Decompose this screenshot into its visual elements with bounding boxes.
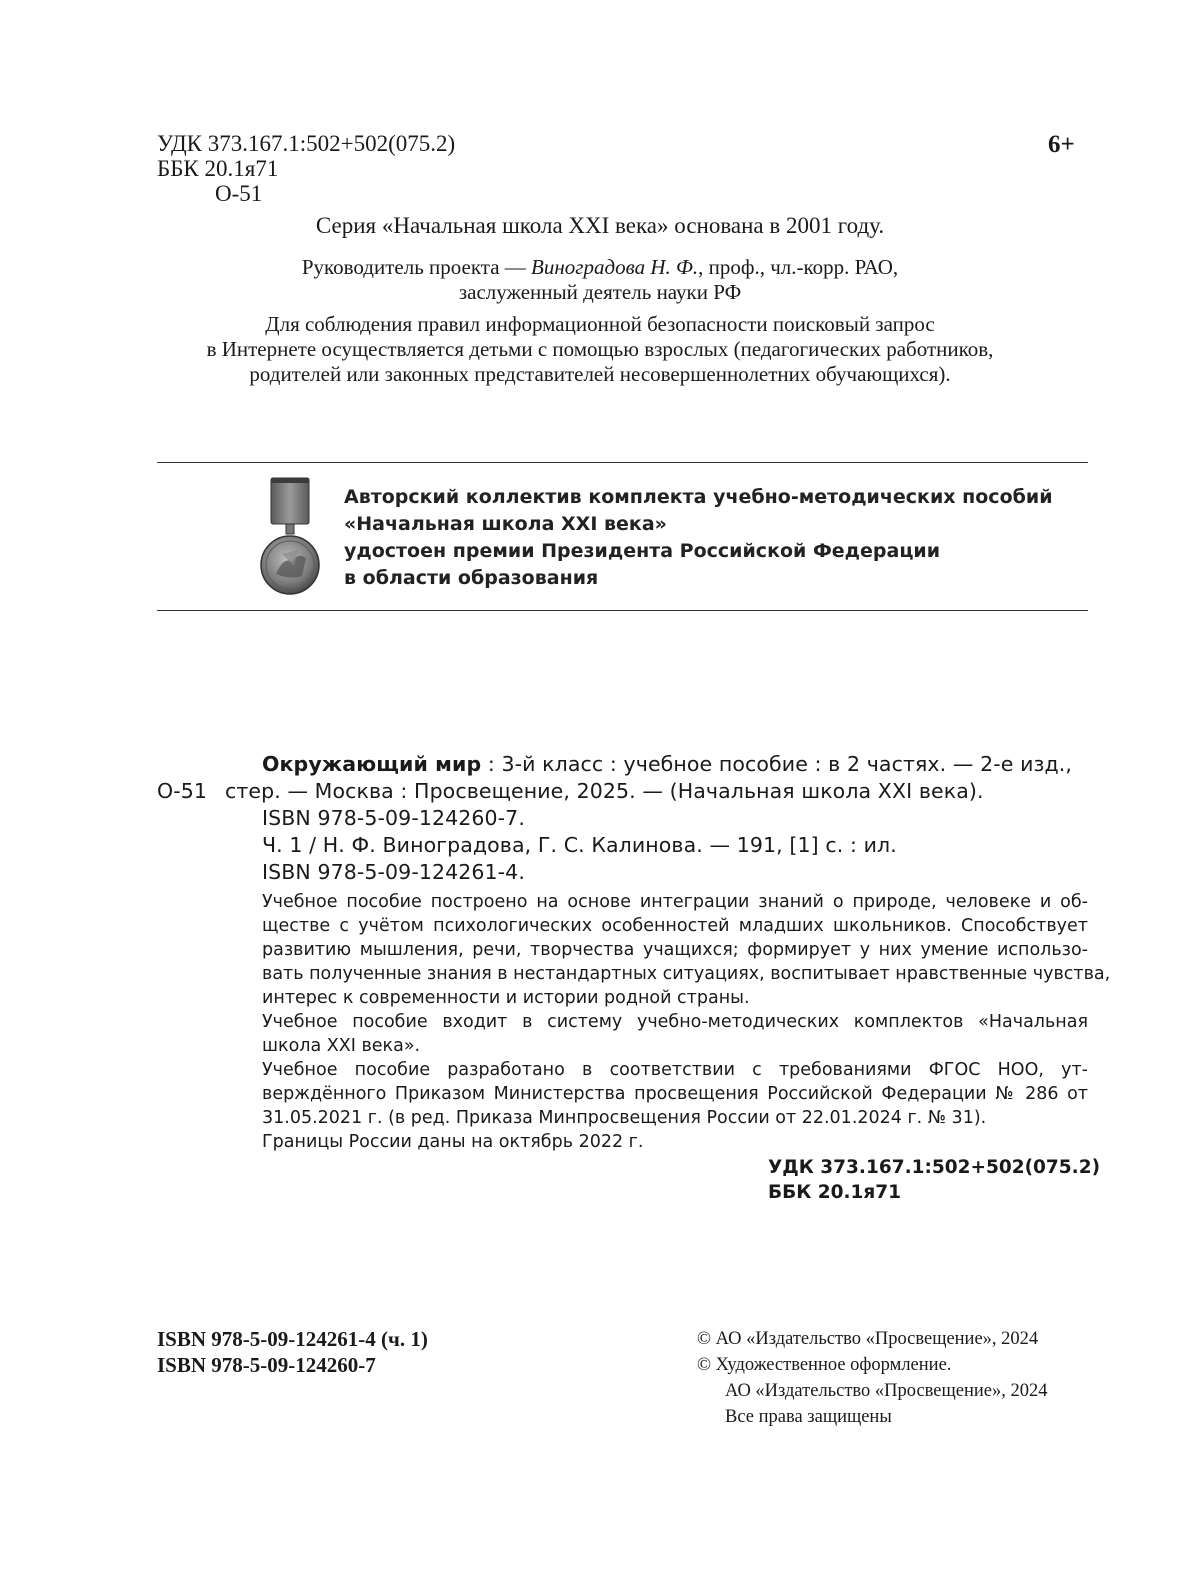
author-sign: О-51: [215, 181, 263, 206]
annotation-line: ществе с учётом психологических особенностей младших школьников. Способствует: [262, 916, 1088, 936]
annotation-line: вать полученные знания в нестандартных ситуациях, воспитывает нравственные чувства,: [262, 964, 1111, 984]
age-rating: 6+: [1048, 131, 1075, 158]
annotation-line: развитию мышления, речи, творчества учащихся; формирует у них умение использо-: [262, 940, 1088, 960]
annotation-line: Учебное пособие построено на основе интеграции знаний о природе, человеке и об-: [262, 892, 1088, 912]
award-line-1: Авторский коллектив комплекта учебно-методических пособий: [344, 486, 1053, 508]
supervisor-line: [0, 255, 1200, 280]
medal-icon: [258, 476, 322, 598]
annotation-line: школа XXI века».: [262, 1036, 421, 1056]
annotation-line: Учебное пособие разработано в соответствии с требованиями ФГОС НОО, ут-: [262, 1060, 1088, 1080]
annotation-line: верждённого Приказом Министерства просвещения Российской Федерации № 286 от: [262, 1084, 1088, 1104]
award-line-2: «Начальная школа XXI века»: [344, 513, 667, 535]
series-line: Серия «Начальная школа XXI века» основана в 2001 году.: [315, 213, 885, 238]
annotation-line: Учебное пособие входит в систему учебно-методических комплектов «Начальная: [262, 1012, 1088, 1032]
safety-notice-1: Для соблюдения правил информационной безопасности поисковый запрос: [265, 312, 935, 336]
rights-reserved: Все права защищены: [725, 1407, 892, 1427]
biblio-line-3: ISBN 978-5-09-124260-7.: [262, 806, 525, 830]
copyright-design-owner: АО «Издательство «Просвещение», 2024: [725, 1381, 1048, 1401]
biblio-line-1: [262, 751, 1072, 778]
bottom-divider: [157, 610, 1088, 611]
copyright-design: © Художественное оформление.: [697, 1355, 952, 1375]
biblio-sign: О-51: [157, 779, 208, 803]
bbk-code: ББК 20.1я71: [768, 1182, 902, 1203]
biblio-line-1-rest: : 3-й класс : учебное пособие : в 2 частях. — 2-е изд.,: [481, 752, 1073, 776]
supervisor-name: Виноградова Н. Ф.: [531, 255, 699, 279]
bbk-header: ББК 20.1я71: [157, 156, 279, 181]
biblio-line-4: Ч. 1 / Н. Ф. Виноградова, Г. С. Калинова. — 191, [1] с. : ил.: [262, 833, 897, 857]
biblio-line-5: ISBN 978-5-09-124261-4.: [262, 860, 525, 884]
annotation-line: Границы России даны на октябрь 2022 г.: [262, 1132, 644, 1152]
safety-notice-3: родителей или законных представителей несовершеннолетних обучающихся).: [249, 362, 951, 386]
award-line-4: в области образования: [344, 567, 599, 589]
award-line-3: удостоен премии Президента Российской Федерации: [344, 540, 941, 562]
udk-header: УДК 373.167.1:502+502(075.2): [157, 131, 456, 156]
supervisor-suffix: , проф., чл.-корр. РАО,: [698, 255, 899, 279]
supervisor-prefix: Руководитель проекта —: [301, 255, 532, 279]
annotation-line: интерес к современности и истории родной страны.: [262, 988, 750, 1008]
biblio-line-2: стер. — Москва : Просвещение, 2025. — (Начальная школа XXI века).: [225, 779, 984, 803]
top-divider: [157, 462, 1088, 463]
isbn-part-1: ISBN 978-5-09-124261-4 (ч. 1): [157, 1327, 428, 1351]
book-title: Окружающий мир: [262, 752, 482, 776]
udk-code: УДК 373.167.1:502+502(075.2): [768, 1157, 1101, 1178]
supervisor-title: заслуженный деятель науки РФ: [458, 280, 742, 304]
copyright-publisher: © АО «Издательство «Просвещение», 2024: [697, 1329, 1039, 1349]
annotation-line: 31.05.2021 г. (в ред. Приказа Минпросвещения России от 22.01.2024 г. № 31).: [262, 1108, 987, 1128]
annotation: [262, 890, 1111, 1154]
safety-notice-2: в Интернете осуществляется детьми с помощью взрослых (педагогических работников,: [206, 337, 994, 361]
isbn-set: ISBN 978-5-09-124260-7: [157, 1353, 376, 1377]
